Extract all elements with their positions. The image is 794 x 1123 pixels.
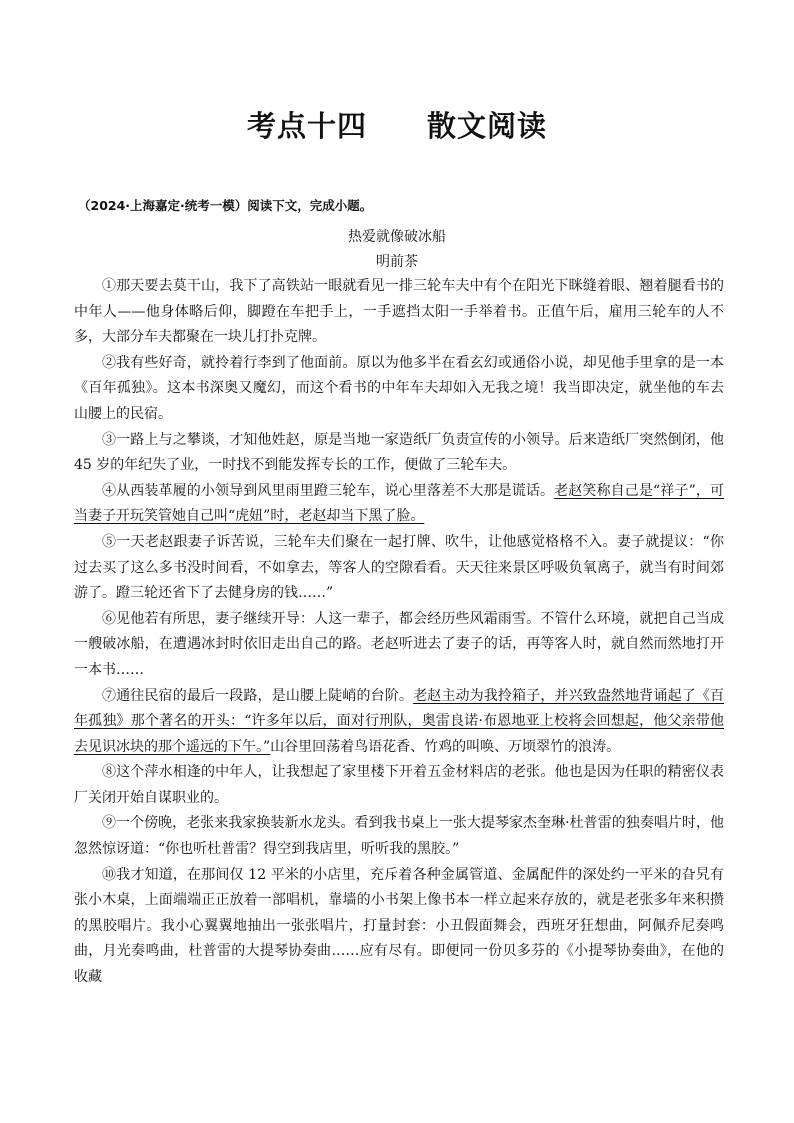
paragraph-text: ①那天要去莫干山，我下了高铁站一眼就看见一排三轮车夫中有个在阳光下眯缝着眼、翘着腿看书的中年人——他身体略后仰，脚蹬在车把手上，一手遮挡太阳一手举着书。正值午后，雇用三轮车的人不多，大部分车夫都聚在一块儿打扑克牌。: [74, 278, 724, 346]
article-author: 明前茶: [376, 254, 418, 270]
paragraph-text: ⑤一天老赵跟妻子诉苦说，三轮车夫们聚在一起打牌、吹牛，让他感觉格格不入。妻子就提议：“你过去买了这么多书没时间看，不如拿去，等客人的空隙看看。天天往来景区呼吸负氧离子，就当有时间郊游了。蹬三轮还省下了去健身房的钱……”: [74, 533, 724, 602]
article-paragraph: [74, 274, 724, 351]
paragraph-text: ⑥见他若有所思，妻子继续开导：人这一辈子，都会经历些风霜雨雪。不管什么环境，就把自己当成一艘破冰船，在遭遇冰封时依旧走出自己的路。老赵听进去了妻子的话，再等客人时，就自然而然地打开一本书……: [74, 610, 724, 678]
paragraph-text: ②我有些好奇，就拎着行李到了他面前。原以为他多半在看玄幻或通俗小说，却见他手里拿的是一本《百年孤独》。这本书深奥又魔幻，而这个看书的中年车夫却如入无我之境！我当即决定，就坐他的车去山腰上的民宿。: [74, 354, 724, 422]
article-paragraph: [74, 479, 724, 530]
article-body: [74, 274, 724, 991]
article-paragraph: [74, 530, 724, 607]
article-title: 热爱就像破冰船: [348, 229, 446, 245]
paragraph-text: 山谷里回荡着鸟语花香、竹鸡的叫唤、万顷翠竹的浪涛。: [270, 738, 621, 755]
paragraph-text: ③一路上与之攀谈，才知他姓赵，原是当地一家造纸厂负责宣传的小领导。后来造纸厂突然倒闭，他 45 岁的年纪失了业，一时找不到能发挥专长的工作，便做了三轮车夫。: [74, 431, 724, 474]
question-source: （2024·上海嘉定·统考一模）阅读下文，完成小题。: [78, 198, 373, 213]
article-paragraph: [74, 863, 724, 991]
article-paragraph: [74, 684, 724, 761]
paragraph-text: ⑧这个萍水相逢的中年人，让我想起了家里楼下开着五金材料店的老张。他也是因为任职的精密仪表厂关闭开始自谋职业的。: [74, 764, 724, 806]
article-paragraph: [74, 607, 724, 684]
article-paragraph: [74, 811, 724, 862]
article-paragraph: [74, 760, 724, 811]
article-paragraph: [74, 428, 724, 479]
underlined-text: 老赵笑称自己是“祥子”，可当妻子开玩笑管她自己叫“虎妞”时，老赵却当下黑了脸。: [74, 482, 724, 525]
paragraph-text: ④从西装革履的小领导到风里雨里蹬三轮车，说心里落差不大那是谎话。: [102, 482, 555, 499]
paragraph-text: ⑨一个傍晚，老张来我家换装新水龙头。看到我书桌上一张大提琴家杰奎琳·杜普雷的独奏唱片时，他忽然惊讶道：“你也听杜普雷？得空到我店里，听听我的黑胶。”: [74, 815, 724, 858]
page-title: 考点十四 散文阅读: [246, 109, 547, 143]
underlined-text: 老赵主动为我拎箱子，并兴致盎然地背诵起了《百年孤独》那个著名的开头：“许多年以后，面对行刑队，奥雷良诺·布恩地亚上校将会回想起，他父亲带他去见识冰块的那个遥远的下午。”: [74, 687, 725, 755]
article-paragraph: [74, 351, 724, 428]
paragraph-text: ⑦通往民宿的最后一段路，是山腰上陡峭的台阶。: [102, 687, 414, 704]
paragraph-text: ⑩我才知道，在那间仅 12 平米的小店里，充斥着各种金属管道、金属配件的深处约一平米的旮旯有张小木桌，上面端端正正放着一部唱机，靠墙的小书架上像书本一样立起来存放的，就是老张多年来积攒的黑胶唱片。我小心翼翼地抽出一张张唱片，打量封套：小丑假面舞会，西班牙狂想曲，阿佩乔尼奏鸣曲，月光奏鸣曲，杜普雷的大提琴协奏曲……应有尽有。即便同一份贝多芬的《小提琴协奏曲》，在他的收藏: [74, 866, 724, 986]
